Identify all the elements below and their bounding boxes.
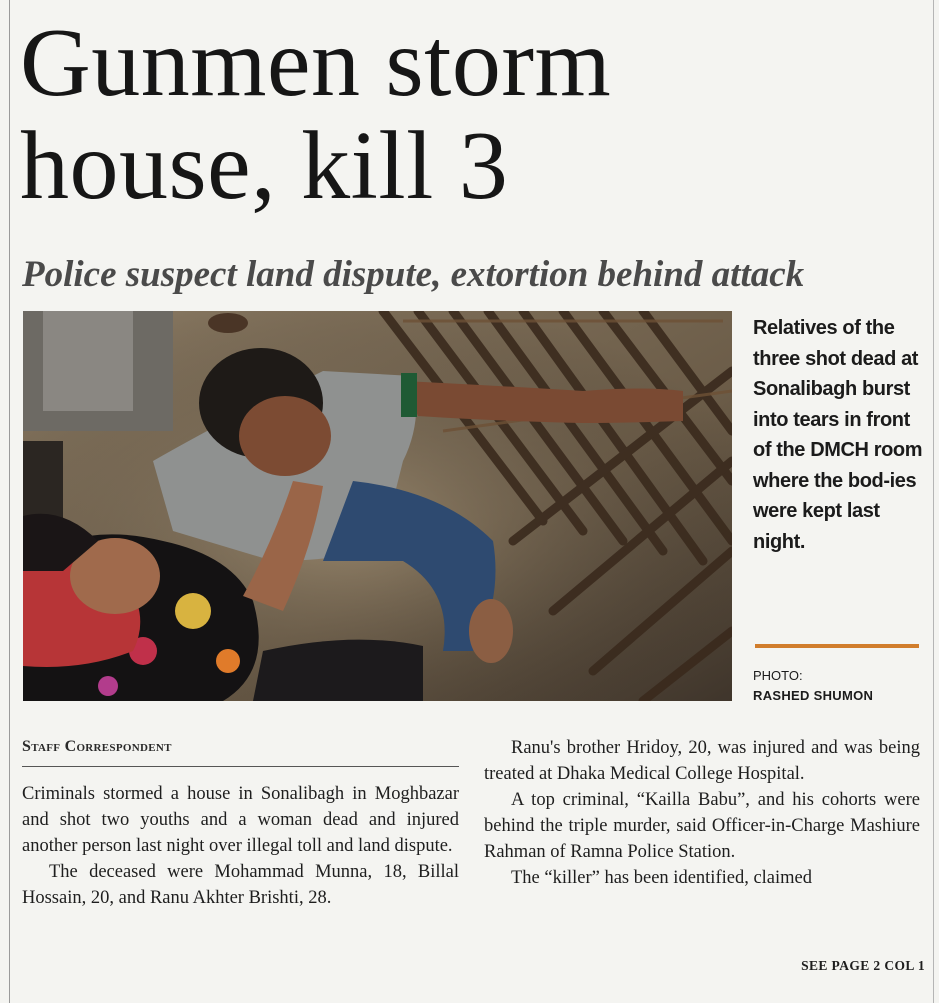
caption-divider (755, 644, 919, 648)
photo-credit-name: RASHED SHUMON (753, 688, 874, 703)
news-photo (23, 311, 732, 701)
photo-illustration (23, 311, 732, 701)
headline-line-1: Gunmen storm (20, 9, 612, 117)
left-column-rule (9, 0, 10, 1003)
paragraph: Criminals stormed a house in Sonalibagh in Moghbazar and shot two youths and a woman dead and injured another person last night over illegal toll and land dispute. (22, 784, 459, 856)
continued-jump-link[interactable]: SEE PAGE 2 COL 1 (801, 958, 925, 973)
headline (20, 9, 920, 220)
article-column-left (22, 781, 459, 911)
photo-credit-label: PHOTO: (753, 668, 803, 683)
byline-rule (22, 766, 459, 767)
article-column-right (484, 735, 920, 891)
paragraph: A top criminal, “Kailla Babu”, and his cohorts were behind the triple murder, said Officer-in-Charge Mashiure Rahman of Ramna Police Station. (484, 790, 920, 862)
photo-credit (753, 666, 929, 706)
paragraph: The “killer” has been identified, claimed (511, 868, 813, 888)
right-column-rule (933, 0, 934, 1003)
sub-headline: Police suspect land dispute, extortion behind attack (22, 254, 805, 295)
headline-line-2: house, kill 3 (20, 112, 509, 220)
paragraph: Ranu's brother Hridoy, 20, was injured and was being treated at Dhaka Medical College Hospital. (484, 738, 920, 784)
paragraph: The deceased were Mohammad Munna, 18, Billal Hossain, 20, and Ranu Akhter Brishti, 28. (22, 862, 459, 908)
byline: Staff Correspondent (22, 738, 172, 755)
photo-caption: Relatives of the three shot dead at Sonalibagh burst into tears in front of the DMCH room where the bod-ies were kept last night. (753, 317, 923, 553)
